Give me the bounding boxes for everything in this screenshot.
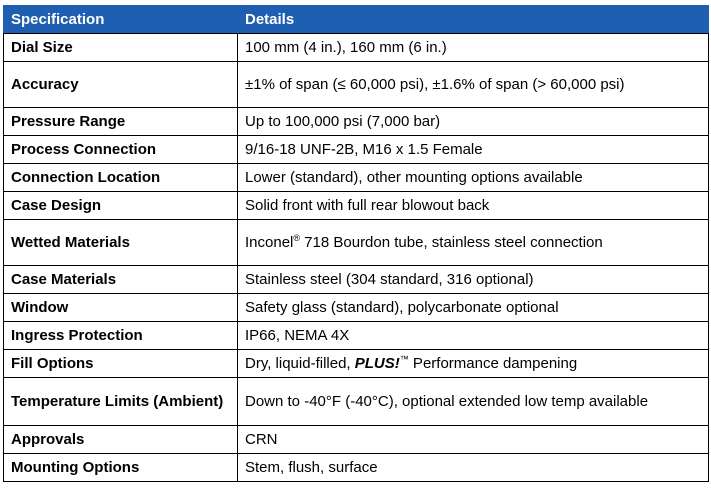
row-spec-label: Wetted Materials	[4, 220, 238, 266]
row-spec-label: Case Design	[4, 192, 238, 220]
details-text: Dry, liquid-filled,	[245, 355, 355, 372]
table-row	[4, 454, 709, 482]
row-spec-label: Ingress Protection	[4, 322, 238, 350]
spec-table-container	[3, 5, 709, 482]
row-details: IP66, NEMA 4X	[238, 322, 709, 350]
table-row	[4, 378, 709, 426]
row-details	[238, 350, 709, 378]
row-details: Stem, flush, surface	[238, 454, 709, 482]
table-row	[4, 164, 709, 192]
header-details: Details	[238, 6, 709, 34]
table-header-row	[4, 6, 709, 34]
header-specification: Specification	[4, 6, 238, 34]
table-row	[4, 322, 709, 350]
table-row	[4, 34, 709, 62]
table-row	[4, 108, 709, 136]
row-details: Solid front with full rear blowout back	[238, 192, 709, 220]
row-spec-label: Mounting Options	[4, 454, 238, 482]
table-row	[4, 266, 709, 294]
details-text: Inconel	[245, 234, 294, 251]
row-details: 9/16-18 UNF-2B, M16 x 1.5 Female	[238, 136, 709, 164]
details-text: 718 Bourdon tube, stainless steel connection	[300, 234, 603, 251]
row-details: ±1% of span (≤ 60,000 psi), ±1.6% of span (> 60,000 psi)	[238, 62, 709, 108]
table-row	[4, 220, 709, 266]
row-spec-label: Case Materials	[4, 266, 238, 294]
row-spec-label: Dial Size	[4, 34, 238, 62]
row-spec-label: Accuracy	[4, 62, 238, 108]
row-details: Safety glass (standard), polycarbonate optional	[238, 294, 709, 322]
table-row	[4, 192, 709, 220]
table-row	[4, 136, 709, 164]
row-spec-label: Fill Options	[4, 350, 238, 378]
row-details	[238, 220, 709, 266]
details-text: Performance dampening	[408, 355, 578, 372]
table-row	[4, 426, 709, 454]
row-details: Stainless steel (304 standard, 316 optional)	[238, 266, 709, 294]
registered-mark: ®	[293, 233, 301, 243]
row-details: Up to 100,000 psi (7,000 bar)	[238, 108, 709, 136]
row-details: Down to -40°F (-40°C), optional extended low temp available	[238, 378, 709, 426]
trademark-mark: ™	[399, 354, 409, 364]
row-spec-label: Temperature Limits (Ambient)	[4, 378, 238, 426]
table-row	[4, 294, 709, 322]
row-details: 100 mm (4 in.), 160 mm (6 in.)	[238, 34, 709, 62]
row-spec-label: Connection Location	[4, 164, 238, 192]
row-details: CRN	[238, 426, 709, 454]
plus-brand-text: PLUS!	[354, 355, 400, 372]
row-spec-label: Process Connection	[4, 136, 238, 164]
row-spec-label: Pressure Range	[4, 108, 238, 136]
specification-table	[3, 5, 709, 482]
table-row	[4, 62, 709, 108]
row-details: Lower (standard), other mounting options available	[238, 164, 709, 192]
row-spec-label: Approvals	[4, 426, 238, 454]
row-spec-label: Window	[4, 294, 238, 322]
table-row	[4, 350, 709, 378]
